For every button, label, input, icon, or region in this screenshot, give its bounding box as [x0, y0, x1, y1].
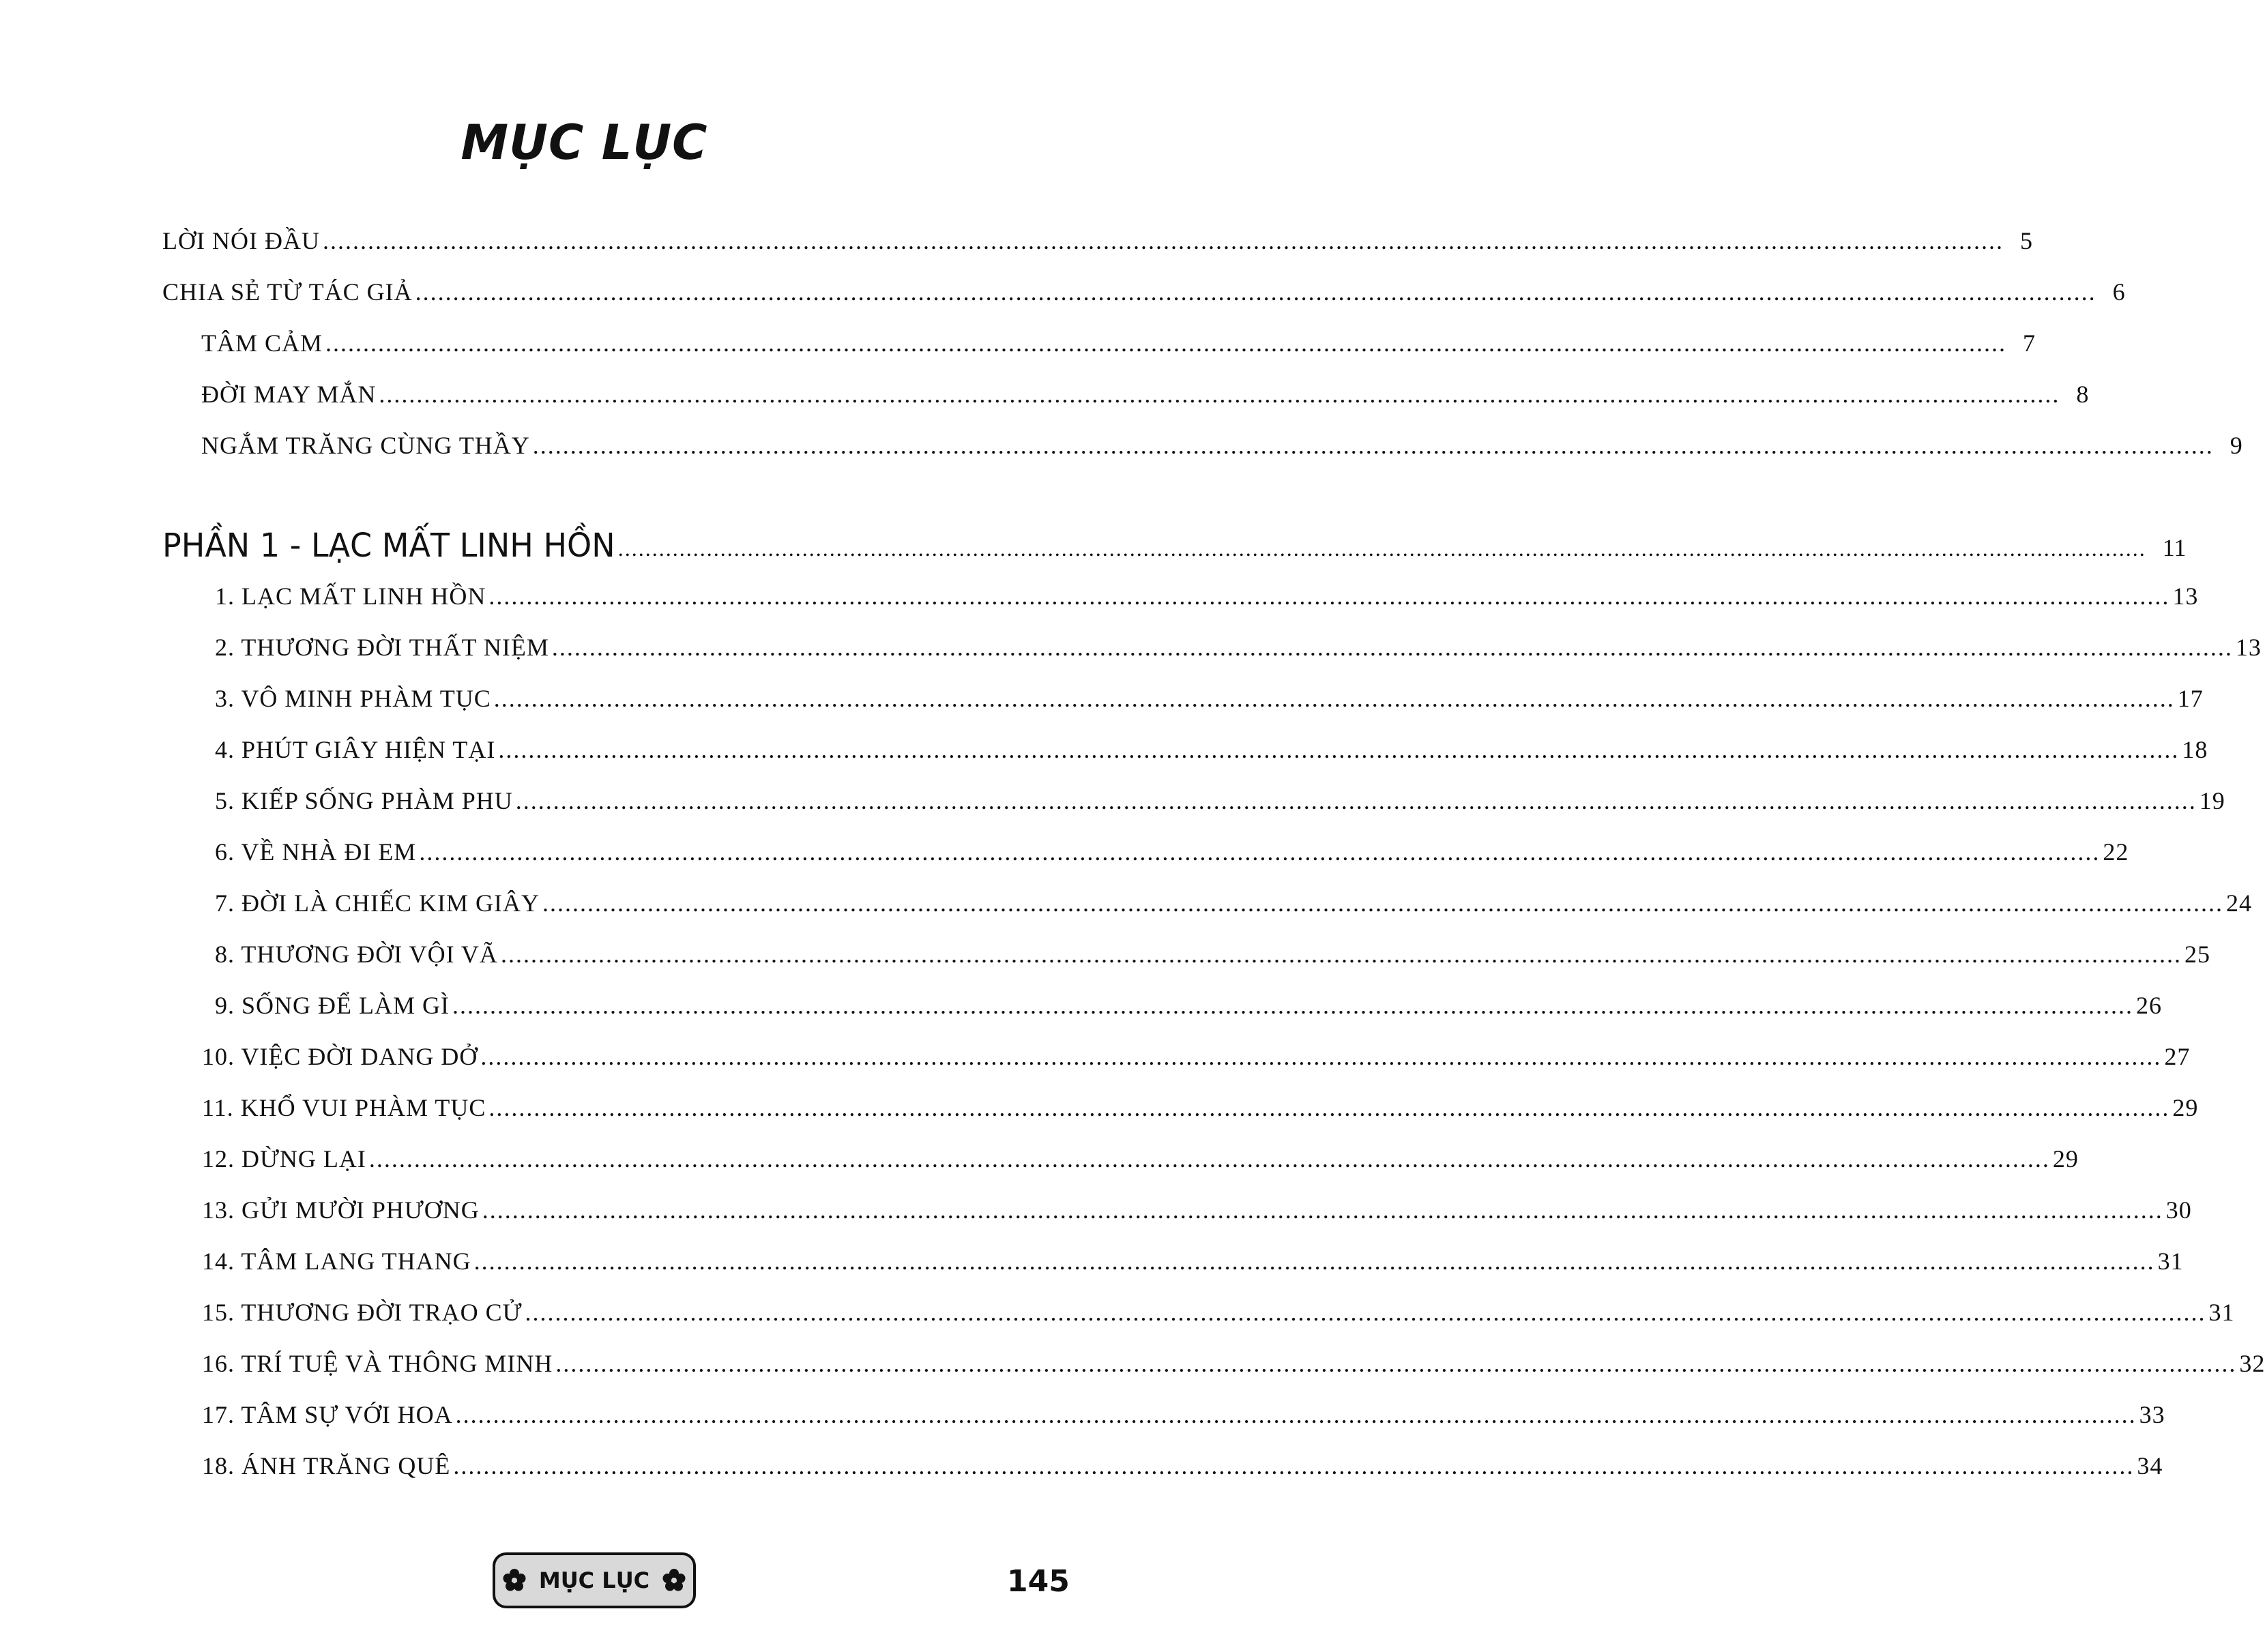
toc-entry-sub[interactable]	[0, 380, 2090, 421]
toc-entry-page: 24	[2225, 889, 2252, 917]
toc-entry-label: 17. TÂM SỰ VỚI HOA	[202, 1401, 453, 1428]
toc-leader-dots	[482, 1196, 2163, 1224]
toc-leader-dots	[618, 536, 2146, 561]
toc-entry-page: 8	[2076, 381, 2090, 408]
toc-entry-page: 19	[2199, 787, 2225, 814]
toc-entry-page: 17	[2177, 685, 2204, 712]
toc-leader-dots	[501, 940, 2182, 969]
toc-entry-label: 7. ĐỜI LÀ CHIẾC KIM GIÂY	[215, 889, 540, 917]
toc-leader-dots	[415, 278, 2096, 306]
toc-leader-dots	[488, 1093, 2169, 1122]
flower-icon	[502, 1568, 527, 1593]
toc-leader-dots	[474, 1247, 2155, 1275]
toc-entry-page: 30	[2165, 1196, 2192, 1224]
toc-entry-chapter[interactable]	[0, 735, 2208, 776]
toc-leader-dots	[453, 1451, 2134, 1480]
toc-part-heading[interactable]	[0, 525, 2187, 567]
toc-entry-chapter[interactable]	[0, 582, 2199, 623]
toc-entry-chapter[interactable]	[0, 838, 2129, 879]
toc-leader-dots	[542, 889, 2223, 917]
toc-entry-chapter[interactable]	[0, 684, 2204, 725]
toc-entry-chapter[interactable]	[0, 940, 2210, 981]
toc-entry-front[interactable]	[0, 226, 2033, 267]
toc-leader-dots	[369, 1145, 2050, 1173]
page-title: MỤC LỤC	[461, 115, 708, 171]
toc-entry-chapter[interactable]	[0, 991, 2162, 1032]
toc-entry-chapter[interactable]	[0, 786, 2225, 827]
toc-part-label: PHẦN 1 - LẠC MẤT LINH HỒN	[162, 525, 615, 565]
toc-entry-page: 31	[2208, 1299, 2235, 1326]
toc-entry-page: 31	[2157, 1248, 2184, 1275]
toc-entry-page: 32	[2239, 1350, 2265, 1377]
toc-entry-label: 2. THƯƠNG ĐỜI THẤT NIỆM	[215, 634, 549, 661]
toc-entry-label: NGẮM TRĂNG CÙNG THẦY	[201, 432, 530, 459]
toc-entry-label: CHIA SẺ TỪ TÁC GIẢ	[162, 278, 413, 306]
toc-entry-label: 16. TRÍ TUỆ VÀ THÔNG MINH	[202, 1350, 553, 1377]
toc-entry-page: 18	[2182, 736, 2208, 763]
footer-section-label: MỤC LỤC	[538, 1567, 650, 1593]
toc-entry-label: 12. DỪNG LẠI	[202, 1145, 366, 1172]
toc-entry-page: 13	[2172, 582, 2199, 610]
toc-leader-dots	[325, 329, 2006, 357]
toc-entry-label: 4. PHÚT GIÂY HIỆN TẠI	[215, 736, 496, 763]
toc-leader-dots	[480, 1042, 2161, 1071]
page-number: 145	[1007, 1564, 1070, 1599]
toc-entry-chapter[interactable]	[0, 1400, 2165, 1441]
toc-entry-label: 5. KIẾP SỐNG PHÀM PHU	[215, 787, 513, 814]
toc-entry-label: 10. VIỆC ĐỜI DANG DỞ	[202, 1043, 478, 1070]
toc-entry-page: 7	[2023, 329, 2036, 357]
toc-leader-dots	[516, 786, 2197, 815]
toc-entry-label: 14. TÂM LANG THANG	[202, 1248, 471, 1275]
toc-entry-page: 5	[2019, 227, 2033, 254]
toc-entry-chapter[interactable]	[0, 1145, 2079, 1185]
toc-entry-page: 13	[2235, 634, 2262, 661]
toc-entry-chapter[interactable]	[0, 1298, 2235, 1339]
toc-entry-label: 1. LẠC MẤT LINH HỒN	[215, 582, 486, 610]
toc-entry-label: 6. VỀ NHÀ ĐI EM	[215, 838, 417, 866]
toc-leader-dots	[379, 380, 2060, 409]
toc-leader-dots	[488, 582, 2169, 610]
toc-entry-front[interactable]	[0, 278, 2126, 319]
toc-entry-page: 22	[2103, 838, 2129, 866]
toc-entry-chapter[interactable]	[0, 633, 2262, 674]
toc-entry-page: 27	[2164, 1043, 2191, 1070]
toc-entry-page: 33	[2139, 1401, 2165, 1428]
flower-icon	[662, 1568, 686, 1593]
toc-entry-page: 29	[2052, 1145, 2079, 1172]
toc-leader-dots	[419, 838, 2100, 866]
toc-leader-dots	[555, 1349, 2236, 1378]
toc-entry-label: TÂM CẢM	[201, 329, 323, 357]
toc-leader-dots	[456, 1400, 2137, 1429]
toc-entry-chapter[interactable]	[0, 1196, 2192, 1237]
toc-entry-sub[interactable]	[0, 431, 2243, 472]
toc-entry-page: 9	[2230, 432, 2243, 459]
toc-leader-dots	[452, 991, 2133, 1020]
toc-leader-dots	[533, 431, 2214, 460]
toc-entry-page: 26	[2136, 992, 2162, 1019]
toc-entry-label: ĐỜI MAY MẮN	[201, 381, 377, 408]
toc-entry-sub[interactable]	[0, 329, 2036, 370]
toc-leader-dots	[498, 735, 2179, 764]
toc-entry-chapter[interactable]	[0, 1349, 2265, 1390]
toc-leader-dots	[525, 1298, 2206, 1327]
toc-entry-page: 34	[2137, 1452, 2163, 1479]
toc-entry-chapter[interactable]	[0, 1093, 2199, 1134]
toc-entry-label: 3. VÔ MINH PHÀM TỤC	[215, 685, 491, 712]
toc-entry-page: 25	[2184, 941, 2210, 968]
toc-entry-label: 8. THƯƠNG ĐỜI VỘI VÃ	[215, 941, 498, 968]
toc-entry-page: 6	[2112, 278, 2126, 306]
toc-entry-chapter[interactable]	[0, 1247, 2184, 1288]
toc-part-page: 11	[2162, 534, 2187, 561]
toc-entry-label: 11. KHỔ VUI PHÀM TỤC	[202, 1094, 486, 1121]
footer-section-badge	[493, 1552, 696, 1608]
toc-entry-label: 9. SỐNG ĐỂ LÀM GÌ	[215, 992, 450, 1019]
toc-entry-chapter[interactable]	[0, 889, 2252, 930]
toc-entry-label: 13. GỬI MƯỜI PHƯƠNG	[202, 1196, 480, 1224]
toc-entry-label: 15. THƯƠNG ĐỜI TRẠO CỬ	[202, 1299, 523, 1326]
toc-leader-dots	[552, 633, 2233, 662]
toc-entry-label: LỜI NÓI ĐẦU	[162, 227, 320, 254]
toc-entry-chapter[interactable]	[0, 1451, 2163, 1492]
toc-leader-dots	[494, 684, 2175, 713]
toc-entry-page: 29	[2172, 1094, 2199, 1121]
toc-entry-label: 18. ÁNH TRĂNG QUÊ	[202, 1452, 451, 1479]
toc-entry-chapter[interactable]	[0, 1042, 2191, 1083]
toc-leader-dots	[323, 226, 2004, 255]
